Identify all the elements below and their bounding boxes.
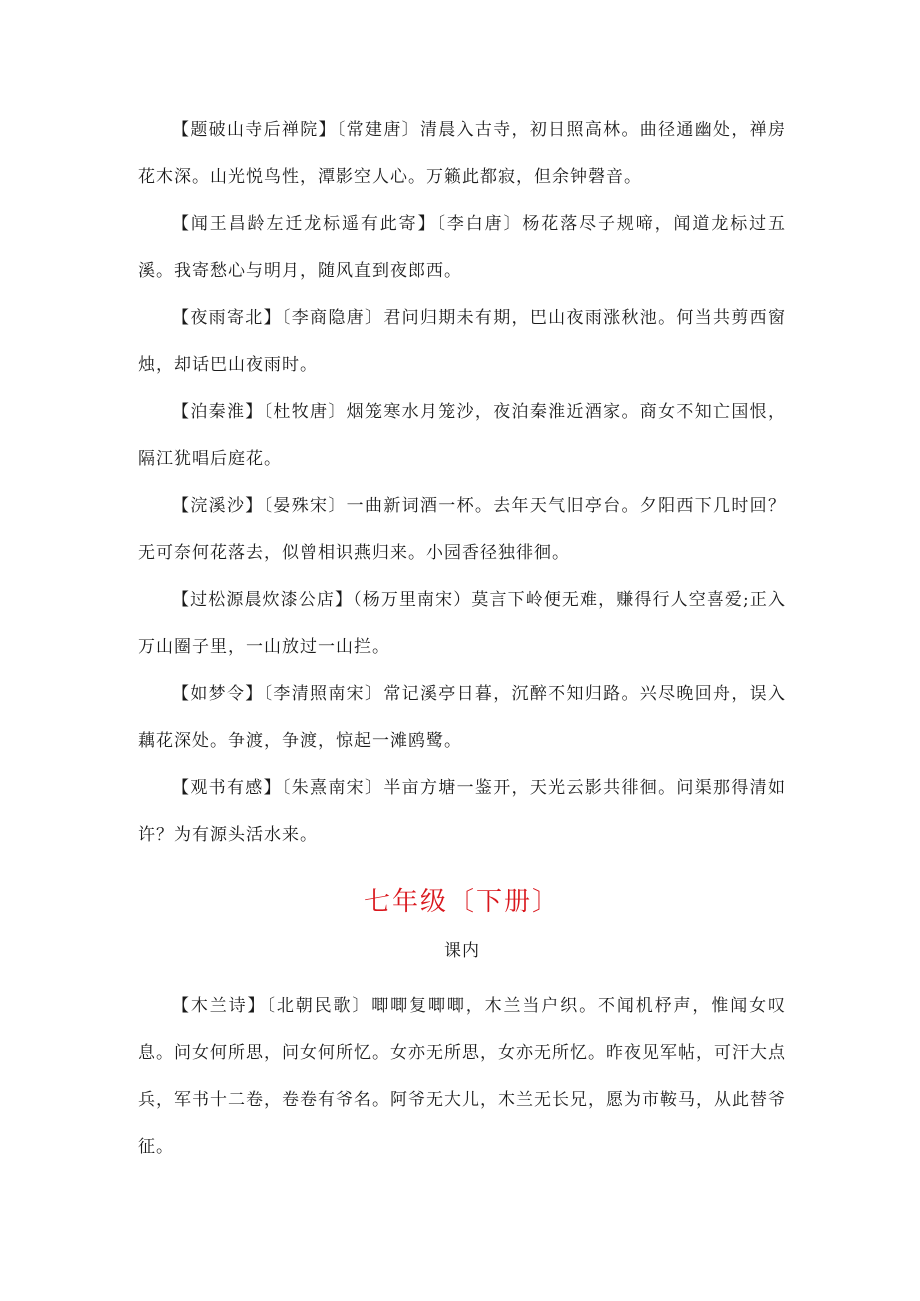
- poem-mulan-shi: 【木兰诗】〔北朝民歌〕唧唧复唧唧，木兰当户织。不闻机杼声，惟闻女叹息。问女何所思，问女何所忆。女亦无所思，女亦无所忆。昨夜见军帖，可汗大点兵，军书十二卷，卷卷有爷名。阿爷无大儿，木兰无长兄，愿为市鞍马，从此替爷征。: [138, 996, 786, 1157]
- poem-guan-shu-you-gan: 【观书有感】〔朱熹南宋〕半亩方塘一鉴开，天光云影共徘徊。问渠那得清如许？为有源头活水来。: [138, 778, 786, 845]
- poem-bo-qin-huai: 【泊秦淮】〔杜牧唐〕烟笼寒水月笼沙，夜泊秦淮近酒家。商女不知亡国恨，隔江犹唱后庭花。: [138, 402, 786, 469]
- poem-ru-meng-ling: 【如梦令】〔李清照南宋〕常记溪亭日暮，沉醉不知归路。兴尽晚回舟，误入藕花深处。争渡，争渡，惊起一滩鸥鹭。: [138, 684, 786, 751]
- poem-ti-po-shan-si: 【题破山寺后禅院】〔常建唐〕清晨入古寺，初日照高林。曲径通幽处，禅房花木深。山光悦鸟性，潭影空人心。万籁此都寂，但余钟磬音。: [138, 120, 786, 187]
- poem-guo-song-yuan: 【过松源晨炊漆公店】（杨万里南宋）莫言下岭便无难，赚得行人空喜爱;正入万山圈子里，一山放过一山拦。: [138, 590, 786, 657]
- section-heading: 七年级〔下册〕: [363, 887, 560, 917]
- poem-wen-wang-changling: 【闻王昌龄左迁龙标遥有此寄】〔李白唐〕杨花落尽子规啼，闻道龙标过五溪。我寄愁心与明月，随风直到夜郎西。: [138, 214, 786, 281]
- poem-ye-yu-ji-bei: 【夜雨寄北】〔李商隐唐〕君问归期未有期，巴山夜雨涨秋池。何当共剪西窗烛，却话巴山夜雨时。: [138, 308, 786, 375]
- poem-huan-xi-sha: 【浣溪沙】〔晏殊宋〕一曲新词酒一杯。去年天气旧亭台。夕阳西下几时回？无可奈何花落去，似曾相识燕归来。小园香径独徘徊。: [138, 496, 786, 563]
- subheading: 课内: [444, 941, 480, 961]
